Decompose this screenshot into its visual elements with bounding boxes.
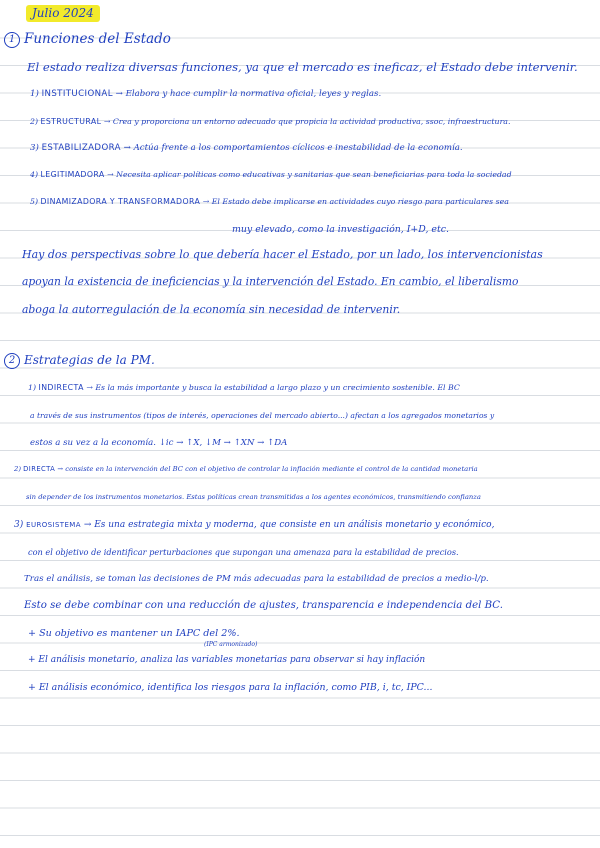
item-keyword: INSTITUCIONAL — [41, 89, 113, 99]
strategy-eurosistema-line-1 — [14, 521, 494, 530]
strategy-indirecta-line-2: a través de sus instrumentos (tipos de interés, operaciones del mercado abierto...) afectan a los agregados monetarios y — [30, 411, 495, 420]
item-marker: 4) — [30, 170, 39, 179]
section-1-intro: El estado realiza diversas funciones, ya que el mercado es ineficaz, el Estado debe intervenir. — [27, 60, 578, 74]
date-highlight: Julio 2024 — [26, 5, 100, 22]
item-text: → Necesita aplicar políticas como educativas y sanitarias que sean beneficiarias para toda la sociedad — [107, 170, 512, 179]
item-marker: 1) — [28, 383, 37, 392]
item-keyword: LEGITIMADORA — [40, 170, 105, 179]
function-item-5-continuation: muy elevado, como la investigación, I+D, etc. — [232, 224, 449, 235]
item-keyword: EUROSISTEMA — [26, 521, 81, 529]
item-marker: 1) — [30, 89, 39, 99]
perspectives-line-2: apoyan la existencia de ineficiencias y la intervención del Estado. En cambio, el liberalismo — [22, 275, 519, 288]
section-2-title: Estrategias de la PM. — [24, 353, 155, 367]
bullet-text: El análisis económico, identifica los riesgos para la inflación, como PIB, i, tc, IPC... — [38, 682, 433, 693]
bullet-text: El análisis monetario, analiza las variables monetarias para observar si hay inflación — [38, 655, 426, 665]
item-marker: 2) — [14, 465, 21, 473]
section-1-title: Funciones del Estado — [24, 31, 171, 47]
item-text: → Elabora y hace cumplir la normativa oficial, leyes y reglas. — [115, 89, 382, 99]
bullet-item-1 — [28, 629, 240, 639]
function-item-3 — [30, 144, 463, 153]
function-item-5 — [30, 198, 509, 206]
item-keyword: DINAMIZADORA Y TRANSFORMADORA — [40, 197, 201, 206]
item-keyword: ESTRUCTURAL — [40, 117, 102, 126]
strategy-indirecta-line-1 — [28, 384, 460, 392]
function-item-2 — [30, 118, 510, 126]
item-marker: 3) — [30, 143, 39, 153]
item-keyword: INDIRECTA — [38, 383, 84, 392]
item-text: → Es la más importante y busca la estabilidad a largo plazo y un crecimiento sostenible. El BC — [86, 383, 460, 392]
item-text: → Es una estrategia mixta y moderna, que consiste en un análisis monetario y económico, — [83, 520, 495, 530]
strategy-directa-line-2: sin depender de los instrumentos monetarios. Estas políticas crean transmitidas a los agentes económicos, transmitiendo confianza — [26, 493, 481, 501]
item-marker: 5) — [30, 197, 39, 206]
bullet-text: Su objetivo es mantener un IAPC del 2%. — [39, 628, 240, 639]
bullet-marker: + — [28, 655, 36, 665]
strategy-eurosistema-line-2: con el objetivo de identificar perturbaciones que supongan una amenaza para la estabilidad de precios. — [28, 547, 459, 557]
section-1-number: 1 — [4, 32, 20, 48]
bullet-item-3 — [28, 683, 432, 692]
strategy-eurosistema-line-4: Esto se debe combinar con una reducción de ajustes, transparencia e independencia del BC. — [24, 600, 503, 611]
strategy-eurosistema-line-3: Tras el análisis, se toman las decisiones de PM más adecuadas para la estabilidad de precios a medio-l/p. — [24, 574, 489, 584]
item-text: → Actúa frente a los comportamientos cíclicos e inestabilidad de la economía. — [123, 143, 463, 153]
iapc-note: (IPC armonizado) — [204, 641, 258, 648]
bullet-marker: + — [28, 628, 37, 639]
strategy-indirecta-line-3: estos a su vez a la economía. ↓ic → ↑X, ↓M → ↑XN → ↑DA — [30, 438, 288, 448]
item-keyword: DIRECTA — [23, 465, 56, 473]
function-item-1 — [30, 90, 381, 99]
section-2-number: 2 — [4, 353, 20, 369]
item-marker: 2) — [30, 117, 39, 126]
item-marker: 3) — [14, 520, 24, 530]
strategy-directa-line-1 — [14, 466, 478, 473]
item-text: → El Estado debe implicarse en actividades cuyo riesgo para particulares sea — [202, 197, 509, 206]
perspectives-line-1: Hay dos perspectivas sobre lo que debería hacer el Estado, por un lado, los intervencionistas — [22, 248, 543, 261]
item-text: → Crea y proporciona un entorno adecuado que propicia la actividad productiva, ssoc, infraestructura. — [103, 117, 511, 126]
bullet-item-2 — [28, 656, 425, 665]
function-item-4 — [30, 171, 512, 179]
bullet-marker: + — [28, 682, 36, 693]
item-text: → consiste en la intervención del BC con el objetivo de controlar la inflación mediante el control de la cantidad monetaria — [57, 465, 478, 473]
item-keyword: ESTABILIZADORA — [41, 143, 121, 153]
perspectives-line-3: aboga la autorregulación de la economía sin necesidad de intervenir. — [22, 303, 401, 316]
